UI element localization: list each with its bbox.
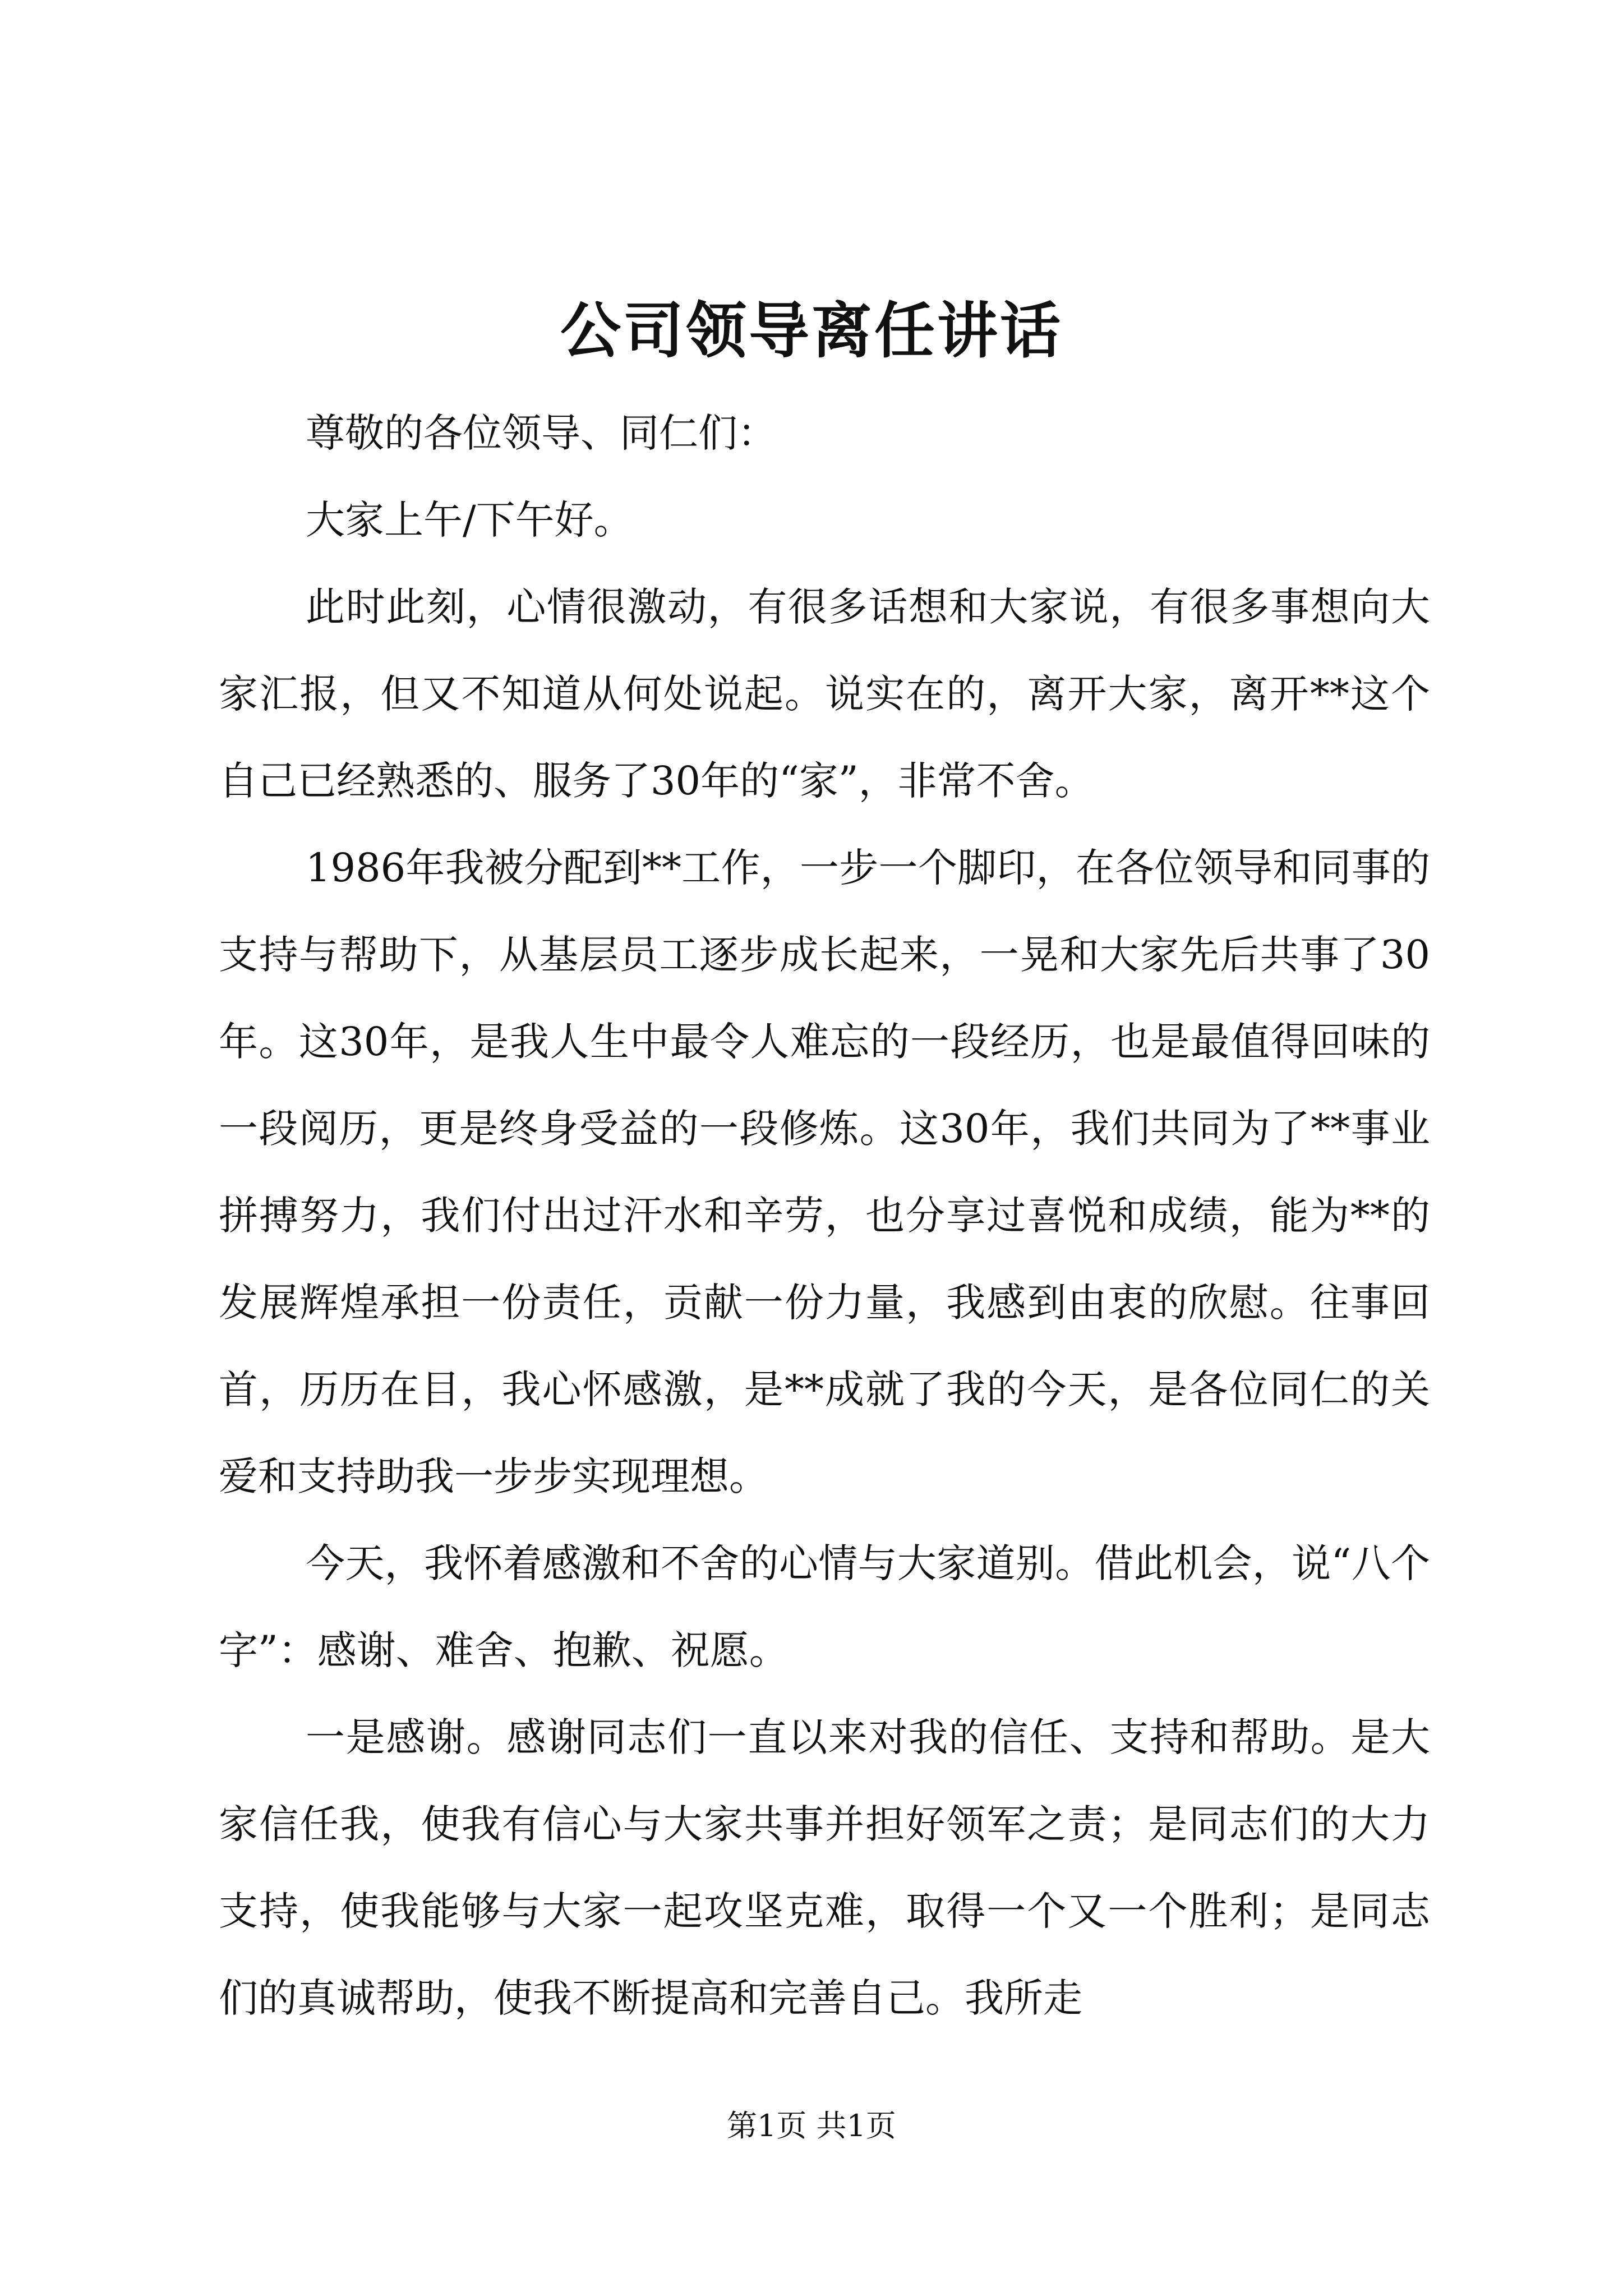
paragraph-farewell: 今天，我怀着感激和不舍的心情与大家道别。借此机会，说“八个字”：感谢、难舍、抱歉、祝愿。 (219, 1540, 1430, 1673)
paragraph-salutation: 尊敬的各位领导、同仁们： (306, 410, 777, 456)
page-footer: 第1页 共1页 (727, 2108, 896, 2143)
paragraph-career: 1986年我被分配到**工作，一步一个脚印，在各位领导和同事的支持与帮助下，从基层员工逐步成长起来，一晃和大家先后共事了30年。这30年，是我人生中最令人难忘的一段经历，也是最值得回味的一段阅历，更是终身受益的一段修炼。这30年，我们共同为了**事业拼搏努力，我们付出过汗水和辛劳，也分享过喜悦和成绩，能为**的发展辉煌承担一份责任，贡献一份力量，我感到由衷的欣慰。往事回首，历历在目，我心怀感激，是**成就了我的今天，是各位同仁的关爱和支持助我一步步实现理想。 (219, 845, 1430, 1499)
paragraph-opening: 此时此刻，心情很激动，有很多话想和大家说，有很多事想向大家汇报，但又不知道从何处说起。说实在的，离开大家，离开**这个自己已经熟悉的、服务了30年的“家”，非常不舍。 (219, 584, 1430, 804)
document-title: 公司领导离任讲话 (560, 296, 1063, 366)
document-body (219, 390, 1430, 2042)
paragraph-thanks: 一是感谢。感谢同志们一直以来对我的信任、支持和帮助。是大家信任我，使我有信心与大家共事并担好领军之责；是同志们的大力支持，使我能够与大家一起攻坚克难，取得一个又一个胜利；是同志们的真诚帮助，使我不断提高和完善自己。我所走 (219, 1714, 1430, 2021)
paragraph-greeting: 大家上午/下午好。 (306, 497, 633, 543)
